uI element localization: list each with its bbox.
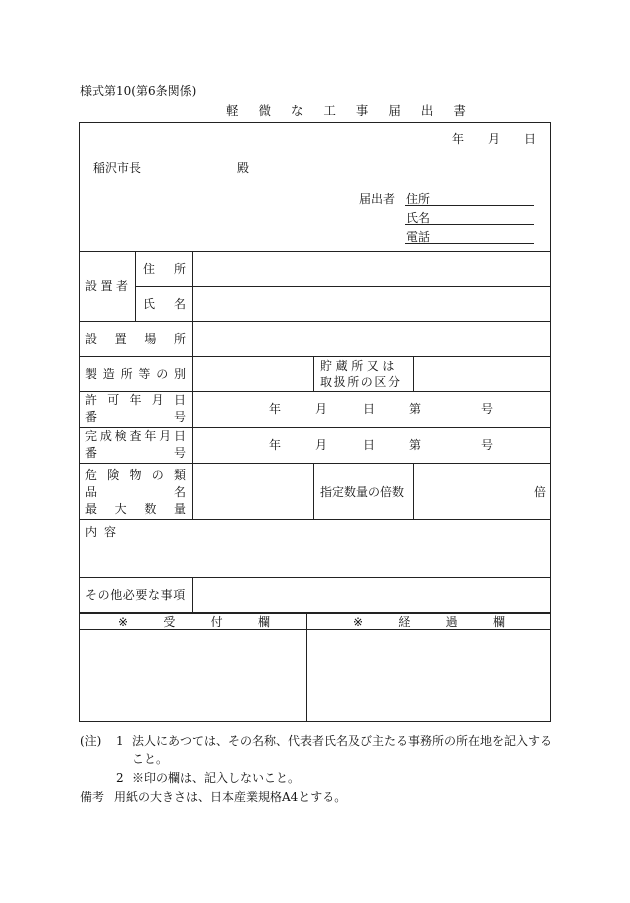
facility-type-field[interactable]: [197, 359, 309, 389]
insp-char-7: 日: [173, 429, 186, 443]
name-label: 氏名: [406, 211, 431, 225]
name-line[interactable]: [405, 224, 534, 225]
form-number-label: 様式第10(第6条関係): [80, 84, 197, 98]
permit-num-char-1: 番: [85, 410, 98, 424]
location-char-1: 設: [85, 332, 98, 346]
progress-area: [309, 632, 547, 718]
installer-name-label: [143, 298, 186, 310]
insp-char-2: 成: [99, 429, 112, 443]
prog-char-4: 欄: [492, 615, 505, 629]
storage-category-line1: 貯蔵所又は: [320, 359, 399, 373]
inspection-day: 日: [363, 438, 376, 452]
content-label: 内容: [85, 525, 124, 539]
inspection-field[interactable]: [197, 430, 545, 460]
hazard-name-label: [85, 486, 186, 498]
reception-area: [82, 632, 303, 718]
prog-char-2: 経: [398, 615, 411, 629]
location-char-3: 場: [144, 332, 157, 346]
name-char-1: 氏: [143, 297, 156, 311]
rec-char-1: ※: [118, 615, 129, 629]
inspection-no: 第: [409, 438, 422, 452]
permit-year: 年: [269, 402, 282, 416]
note-label: (注): [80, 734, 102, 748]
permit-go: 号: [481, 402, 494, 416]
hazard-max-label: [85, 503, 186, 515]
note-1-text-continued: こと。: [132, 752, 169, 766]
other-field[interactable]: [197, 580, 545, 610]
insp-char-1: 完: [85, 429, 98, 443]
honorific: 殿: [237, 161, 250, 175]
facility-char-1: 製: [85, 367, 98, 381]
prog-char-3: 過: [445, 615, 458, 629]
remark-text: 用紙の大きさは、日本産業規格A4とする。: [114, 790, 347, 804]
permit-char-5: 日: [173, 393, 186, 407]
permit-char-2: 可: [107, 393, 120, 407]
rec-char-3: 付: [210, 615, 223, 629]
location-label: [85, 333, 186, 345]
phone-label: 電話: [406, 230, 431, 244]
other-label: その他必要な事項: [85, 588, 186, 602]
hz-max-char-3: 数: [144, 502, 157, 516]
inspection-number-label: [85, 447, 186, 459]
rec-char-4: 欄: [257, 615, 270, 629]
hz-max-char-4: 量: [173, 502, 186, 516]
hz-name-char-1: 品: [85, 485, 98, 499]
facility-char-6: 別: [173, 367, 186, 381]
progress-header: [353, 616, 505, 628]
hz-char-4: の: [151, 468, 164, 482]
date-day: 日: [524, 132, 537, 146]
note-1-text: 法人にあつては、その名称、代表者氏名及び主たる事務所の所在地を記入する: [132, 734, 553, 748]
phone-line[interactable]: [405, 243, 534, 244]
permit-num-char-2: 号: [173, 410, 186, 424]
multiple-label: 指定数量の倍数: [320, 485, 405, 499]
insp-char-6: 月: [159, 429, 172, 443]
installer-char-1: 設: [85, 279, 98, 293]
permit-date-label: [85, 394, 186, 406]
address-line[interactable]: [405, 205, 534, 206]
permit-number-label: [85, 411, 186, 423]
insp-num-char-1: 番: [85, 446, 98, 460]
permit-char-4: 月: [151, 393, 164, 407]
name-char-2: 名: [173, 297, 186, 311]
reception-header: [118, 616, 270, 628]
installer-address-field[interactable]: [200, 253, 545, 283]
hz-name-char-2: 名: [173, 485, 186, 499]
notifier-label: 届出者: [359, 192, 396, 206]
address-char-1: 住: [143, 262, 156, 276]
permit-month: 月: [315, 402, 328, 416]
facility-type-label: [85, 368, 186, 380]
note-1-number: 1: [116, 734, 124, 748]
permit-field[interactable]: [197, 394, 545, 424]
insp-num-char-2: 号: [173, 446, 186, 460]
addressee: 稲沢市長: [93, 161, 142, 175]
storage-category-line2: 取扱所の区分: [320, 375, 402, 389]
permit-day: 日: [363, 402, 376, 416]
permit-char-1: 許: [85, 393, 98, 407]
hz-char-2: 険: [107, 468, 120, 482]
date-year: 年: [452, 132, 465, 146]
note-2-number: 2: [116, 771, 124, 785]
note-2-text: ※印の欄は、記入しないこと。: [132, 771, 301, 785]
multiple-unit: 倍: [534, 485, 547, 499]
hz-char-1: 危: [85, 468, 98, 482]
location-char-4: 所: [173, 332, 186, 346]
facility-char-4: 等: [138, 367, 151, 381]
multiple-field[interactable]: [417, 466, 527, 516]
form-table: [79, 122, 551, 722]
document-title: 軽 微 な 工 事 届 出 書: [226, 103, 474, 118]
prog-char-1: ※: [353, 615, 364, 629]
insp-char-5: 年: [144, 429, 157, 443]
date-month: 月: [488, 132, 501, 146]
inspection-go: 号: [481, 438, 494, 452]
location-char-2: 置: [114, 332, 127, 346]
inspection-year: 年: [269, 438, 282, 452]
remark-label: 備考: [80, 790, 105, 804]
facility-char-3: 所: [120, 367, 133, 381]
hz-max-char-1: 最: [85, 502, 98, 516]
installer-label: [85, 280, 128, 292]
location-field[interactable]: [200, 323, 545, 353]
address-label: 住所: [406, 192, 431, 206]
hazard-class-label: [85, 469, 186, 481]
inspection-month: 月: [315, 438, 328, 452]
address-char-2: 所: [173, 262, 186, 276]
storage-category-field[interactable]: [417, 359, 545, 389]
installer-char-3: 者: [115, 279, 128, 293]
hz-max-char-2: 大: [114, 502, 127, 516]
content-field[interactable]: [85, 543, 545, 573]
facility-char-2: 造: [102, 367, 115, 381]
rec-char-2: 受: [163, 615, 176, 629]
installer-address-label: [143, 263, 186, 275]
hazard-field[interactable]: [197, 466, 309, 516]
permit-no: 第: [409, 402, 422, 416]
installer-char-2: 置: [100, 279, 113, 293]
facility-char-5: の: [156, 367, 169, 381]
hz-char-5: 類: [173, 468, 186, 482]
installer-name-field[interactable]: [200, 288, 545, 318]
insp-char-4: 査: [129, 429, 142, 443]
inspection-date-label: [85, 430, 186, 442]
hz-char-3: 物: [129, 468, 142, 482]
insp-char-3: 検: [114, 429, 127, 443]
permit-char-3: 年: [129, 393, 142, 407]
